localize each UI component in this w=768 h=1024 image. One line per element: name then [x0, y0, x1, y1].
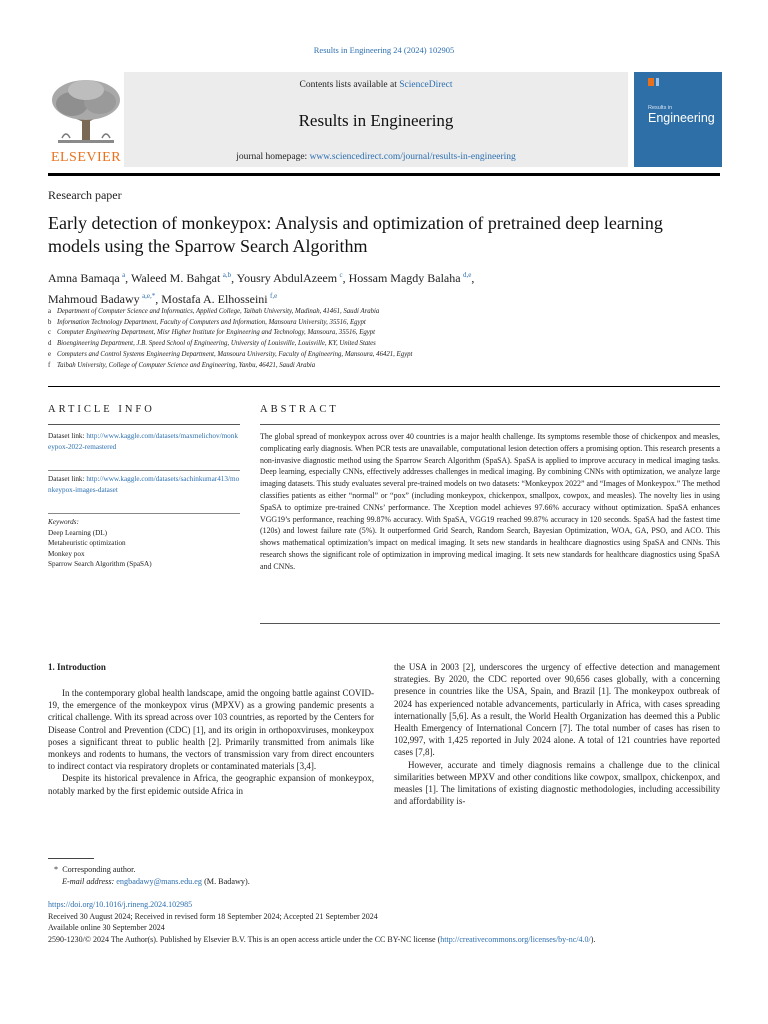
affil-text: Department of Computer Science and Informatics, Applied College, Taibah University, Madinah, 41461, Saudi Arabia	[57, 308, 380, 315]
affil-text: Bioengineering Department, J.B. Speed School of Engineering, University of Louisville, Louisville, KY, United States	[57, 340, 376, 348]
homepage-line	[124, 152, 628, 162]
abstract-bottom-rule	[260, 623, 720, 624]
section-rule	[48, 386, 720, 387]
author-sep: ,	[155, 292, 162, 306]
license-line	[48, 934, 720, 946]
intro-left-column	[48, 687, 374, 797]
abstract-heading: ABSTRACT	[260, 404, 339, 415]
info-divider	[48, 470, 240, 471]
sciencedirect-link[interactable]: ScienceDirect	[399, 80, 453, 90]
paper-title: Early detection of monkeypox: Analysis and optimization of pretrained deep learning models using the Sparrow Search Algorithm	[48, 213, 663, 256]
author-list	[48, 266, 708, 308]
author-sep: ,	[342, 271, 349, 285]
email-link[interactable]: engbadawy@mans.edu.eg	[116, 876, 203, 886]
keywords-label: Keywords:	[48, 518, 79, 526]
author-affil-sup[interactable]: c	[339, 271, 343, 279]
header-rule	[48, 173, 720, 176]
keyword: Monkey pox	[48, 549, 85, 558]
homepage-prefix: journal homepage:	[236, 152, 310, 162]
author[interactable]: Yousry AbdulAzeem	[236, 271, 338, 285]
author-sep: ,	[471, 271, 475, 285]
info-divider	[48, 513, 240, 514]
cover-line1: Results in	[648, 105, 673, 111]
license-suffix: ).	[590, 934, 596, 944]
license-prefix: 2590-1230/© 2024 The Author(s). Published by Elsevier B.V. This is an open access article under the CC BY-NC license (	[48, 934, 441, 944]
author-affil-sup[interactable]: a,b	[222, 271, 232, 279]
elsevier-wordmark: ELSEVIER	[50, 150, 122, 165]
dataset-url[interactable]: http://www.kaggle.com/datasets/maxmelichov/monkeypox-2022-remastered	[48, 432, 238, 451]
article-info-rule	[48, 424, 240, 425]
affiliation	[48, 339, 720, 350]
contents-prefix: Contents lists available at	[299, 80, 400, 90]
affiliation	[48, 318, 720, 329]
dataset-label: Dataset link:	[48, 432, 87, 440]
keyword: Deep Learning (DL)	[48, 528, 108, 537]
online-date: Available online 30 September 2024	[48, 923, 165, 933]
email-suffix: (M. Badawy).	[202, 876, 250, 886]
dataset-label: Dataset link:	[48, 475, 87, 483]
keyword: Metaheuristic optimization	[48, 539, 126, 547]
keywords-block	[48, 517, 240, 570]
affiliation	[48, 350, 720, 361]
corresponding-note: * Corresponding author.	[54, 865, 136, 874]
author-affil-sup[interactable]: a	[122, 271, 126, 279]
journal-masthead	[124, 72, 628, 167]
cover-line2: Engineering	[648, 111, 715, 125]
article-info-heading: ARTICLE INFO	[48, 404, 155, 415]
affiliation	[48, 361, 720, 372]
author[interactable]: Mahmoud Badawy	[48, 292, 140, 306]
abstract-rule	[260, 424, 720, 425]
journal-cover[interactable]	[634, 72, 722, 167]
email-note	[48, 876, 720, 888]
journal-title: Results in Engineering	[298, 111, 454, 130]
received-dates: Received 30 August 2024; Received in revised form 18 September 2024; Accepted 21 September 2024	[48, 911, 378, 921]
author-sep: ,	[125, 271, 131, 285]
affil-text: Information Technology Department, Faculty of Computers and Information, Mansoura University, 35516, Egypt	[57, 318, 366, 326]
paragraph: Despite its historical prevalence in Africa, the geographic expansion of monkeypox, notably marked by the first epidemic outside Africa in	[48, 773, 374, 796]
elsevier-logo[interactable]	[48, 78, 124, 168]
author[interactable]: Mostafa A. Elhosseini	[161, 292, 268, 306]
affiliation	[48, 307, 720, 318]
author-affil-sup[interactable]: a,e,*	[142, 292, 156, 300]
affil-sup: a	[48, 308, 52, 315]
running-head[interactable]: Results in Engineering 24 (2024) 102905	[313, 45, 455, 55]
contents-line	[124, 80, 628, 90]
author[interactable]: Hossam Magdy Balaha	[348, 271, 461, 285]
affil-sup: c	[48, 329, 52, 337]
affil-sup: d	[48, 340, 52, 348]
affil-sup: b	[48, 318, 52, 326]
author-affil-sup[interactable]: f,e	[270, 292, 278, 300]
paragraph: However, accurate and timely diagnosis remains a challenge due to the clinical similarities between MPXV and other conditions like cowpox, smallpox, chickenpox, and measles [1]. The limitations of existing diagnostic methodologies, including accessibility and affordability is-	[394, 759, 720, 807]
section-heading: 1. Introduction	[48, 662, 106, 672]
author-sep: ,	[231, 271, 237, 285]
doi-link[interactable]: https://doi.org/10.1016/j.rineng.2024.102985	[48, 900, 193, 909]
license-link[interactable]: http://creativecommons.org/licenses/by-nc/4.0/	[440, 934, 591, 944]
dataset-url[interactable]: http://www.kaggle.com/datasets/sachinkumar413/monkeypox-images-dataset	[48, 475, 240, 494]
affil-text: Computer Engineering Department, Misr Higher Institute for Engineering and Technology, Mansoura, 35516, Egypt	[57, 329, 376, 337]
author[interactable]: Waleed M. Bahgat	[130, 271, 221, 285]
affil-text: Taibah University, College of Computer Science and Engineering, Yanbu, 46421, Saudi Arabia	[57, 361, 316, 369]
cover-emblem-icon	[634, 72, 722, 102]
paper-type: Research paper	[48, 188, 122, 202]
homepage-link[interactable]: www.sciencedirect.com/journal/results-in-engineering	[309, 152, 516, 162]
author[interactable]: Amna Bamaqa	[48, 271, 120, 285]
affiliations	[48, 307, 720, 371]
affiliation	[48, 328, 720, 339]
affil-sup: f	[48, 361, 51, 369]
corresponding-text: Corresponding author.	[62, 865, 136, 874]
email-label: E-mail address:	[62, 876, 117, 886]
abstract-text: The global spread of monkeypox across over 40 countries is a major health challenge. Its symptoms resemble those of chickenpox and measles, complicating early diagnosis. When PCR tests are unavailable, computational lesion detection offers a promising option. This research presents a non-invasive diagnostic method using the Sparrow Search Algorithm (SpaSA). SpaSA is applied to improve accuracy in medical imaging tasks. Deep learning, especially CNNs, effectively addresses challenges in medical imaging. By combining CNNs with optimization, we analyze large imaging datasets. This study evaluates several pre-trained models on two datasets: “Monkeypox 2022” and “Images of Monkeypox.” The method classifies patients as either “normal” or “pox” (including monkeypox, chickenpox, smallpox, cowpox, and measles). The novelty lies in using SpaSA to optimize pre-trained CNNs’ performance. The Xception model achieves 97.66% accuracy without optimization. SpaSA enhances VGG19’s performance, reaching 99.87% accuracy. With SpaSA, VGG19 reached 99.87% accuracy in 120 seconds. SpaSA had the fastest time (120s) and lowest failure rate (5%). It outperformed Grid Search, Random Search, Bayesian Optimization, WOA, GA, PSO, and ACO. This shows mathematical optimization’s impact on medical imaging. It sets new standards in healthcare diagnostics using SpaSA and CNNs. This research shows the significant role of optimization in improving medical imaging. It sets new standards for healthcare diagnostics using SpaSA and CNNs.	[260, 432, 720, 571]
publication-info	[48, 899, 720, 945]
paragraph: the USA in 2003 [2], underscores the urgency of effective detection and management strategies. By 2020, the CDC reported over 90,656 cases globally, with a concerning presence in countries like the USA, Spain, and Brazil [1]. The monkeypox outbreak of 2024 has experienced notable advancements, particularly in Africa, with cases spreading internationally [5,6]. As a result, the World Health Organization has deemed this a Public Health Emergency of International Concern [7]. The total number of cases has risen to 102,997, with 1,425 reported in July 2024 alone. A total of 121 countries have reported cases [7,8].	[394, 662, 720, 758]
footnotes	[48, 864, 720, 887]
keyword: Sparrow Search Algorithm (SpaSA)	[48, 560, 152, 568]
dataset-link-2	[48, 474, 240, 495]
affil-text: Computers and Control Systems Engineering Department, Mansoura University, Faculty of Engineering, Mansoura, 46421, Egypt	[57, 350, 413, 358]
elsevier-tree-icon	[48, 78, 124, 148]
affil-sup: e	[48, 350, 52, 358]
dataset-link-1	[48, 431, 240, 452]
footnote-rule	[48, 858, 94, 859]
author-affil-sup[interactable]: d,e	[463, 271, 472, 279]
paragraph: In the contemporary global health landscape, amid the ongoing battle against COVID-19, the emergence of the monkeypox virus (MPXV) as a growing pandemic presents a critical challenge. With its spread across over 103 countries, as reported by the Centers for Disease Control and Prevention (CDC) [1], and its origin in orthopoxviruses, monkeypox poses a significant threat to public health [2]. Primarily transmitted from animals like monkeys and rodents to humans, the vectors of transmission vary from direct encounters to indirect contact via respiratory droplets or contaminated materials [3,4].	[48, 688, 374, 772]
intro-right-column	[394, 661, 720, 807]
